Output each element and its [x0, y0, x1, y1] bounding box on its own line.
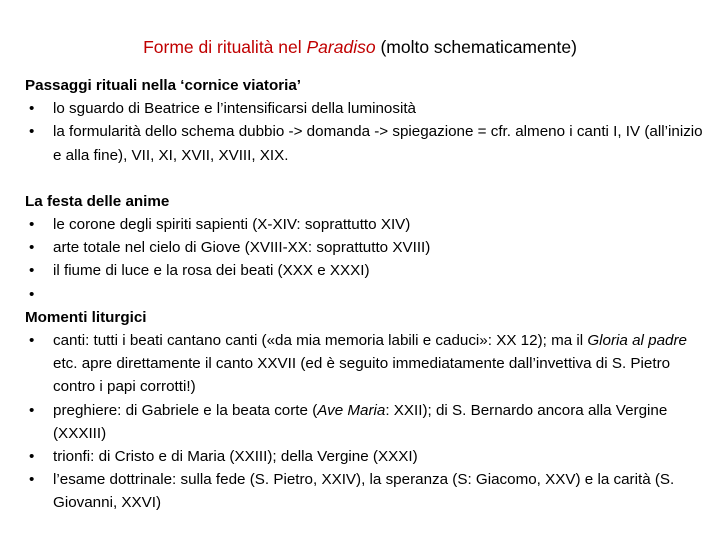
section-heading: La festa delle anime: [25, 192, 170, 210]
list-item: [25, 120, 705, 166]
bullet-icon: •: [29, 401, 35, 419]
bullet-icon: •: [29, 216, 35, 234]
list-item: [25, 445, 705, 468]
title-text: Forme di ritualità nel: [143, 37, 307, 57]
slide-title: [0, 36, 720, 58]
bullet-icon: •: [29, 332, 35, 350]
empty-list-item: [25, 283, 705, 306]
section-festa-anime: [25, 190, 705, 306]
list-item-text: : XXII); di S. Bernardo ancora alla Vergine (XXXIII): [53, 401, 668, 442]
list-item-text: canti: tutti i beati cantano canti («da mia memoria labili e caduci»: XX 12); ma il: [53, 332, 588, 350]
list-item-italic: Gloria al padre: [587, 332, 687, 350]
list-item: [25, 213, 705, 236]
bullet-icon: •: [29, 285, 35, 303]
bullet-icon: •: [29, 123, 35, 141]
section-heading: Momenti liturgici: [25, 308, 147, 326]
list-item: [25, 97, 705, 120]
list-item-text: lo sguardo di Beatrice e l’intensificarsi della luminosità: [53, 100, 416, 118]
list-item-text: l’esame dottrinale: sulla fede (S. Pietro, XXIV), la speranza (S: Giacomo, XXV) e la carità (S. Giovanni, XXVI): [53, 471, 675, 512]
list-item-text: la formularità dello schema dubbio -> domanda -> spiegazione = cfr. almeno i canti I, IV (all’inizio e alla fine), VII, XI, XVII, XVIII, XIX.: [53, 123, 703, 164]
bullet-icon: •: [29, 448, 35, 466]
list-item-text: trionfi: di Cristo e di Maria (XXIII); della Vergine (XXXI): [53, 448, 418, 466]
slide-body: [25, 74, 705, 515]
section-momenti-liturgici: [25, 306, 705, 515]
section-passaggi-rituali: [25, 74, 705, 167]
list-item-text: le corone degli spiriti sapienti (X-XIV: soprattutto XIV): [53, 216, 411, 234]
list-item: [25, 236, 705, 259]
title-italic: Paradiso: [306, 37, 376, 57]
bullet-icon: •: [29, 471, 35, 489]
list-item: [25, 259, 705, 282]
list-item-text: etc. apre direttamente il canto XXVII (ed è seguito immediatamente dall’invettiva di S. Pietro contro i papi corrotti!): [53, 355, 671, 396]
bullet-icon: •: [29, 262, 35, 280]
list-item: [25, 399, 705, 445]
title-subtitle: (molto schematicamente): [375, 37, 577, 57]
list-item: [25, 468, 705, 514]
bullet-icon: •: [29, 239, 35, 257]
list-item-text: preghiere: di Gabriele e la beata corte (: [53, 401, 318, 419]
list-item: [25, 329, 705, 399]
list-item-text: il fiume di luce e la rosa dei beati (XXX e XXXI): [53, 262, 370, 280]
list-item-text: arte totale nel cielo di Giove (XVIII-XX: soprattutto XVIII): [53, 239, 431, 257]
list-item-italic: Ave Maria: [317, 401, 386, 419]
bullet-icon: •: [29, 100, 35, 118]
section-heading: Passaggi rituali nella ‘cornice viatoria’: [25, 77, 302, 94]
